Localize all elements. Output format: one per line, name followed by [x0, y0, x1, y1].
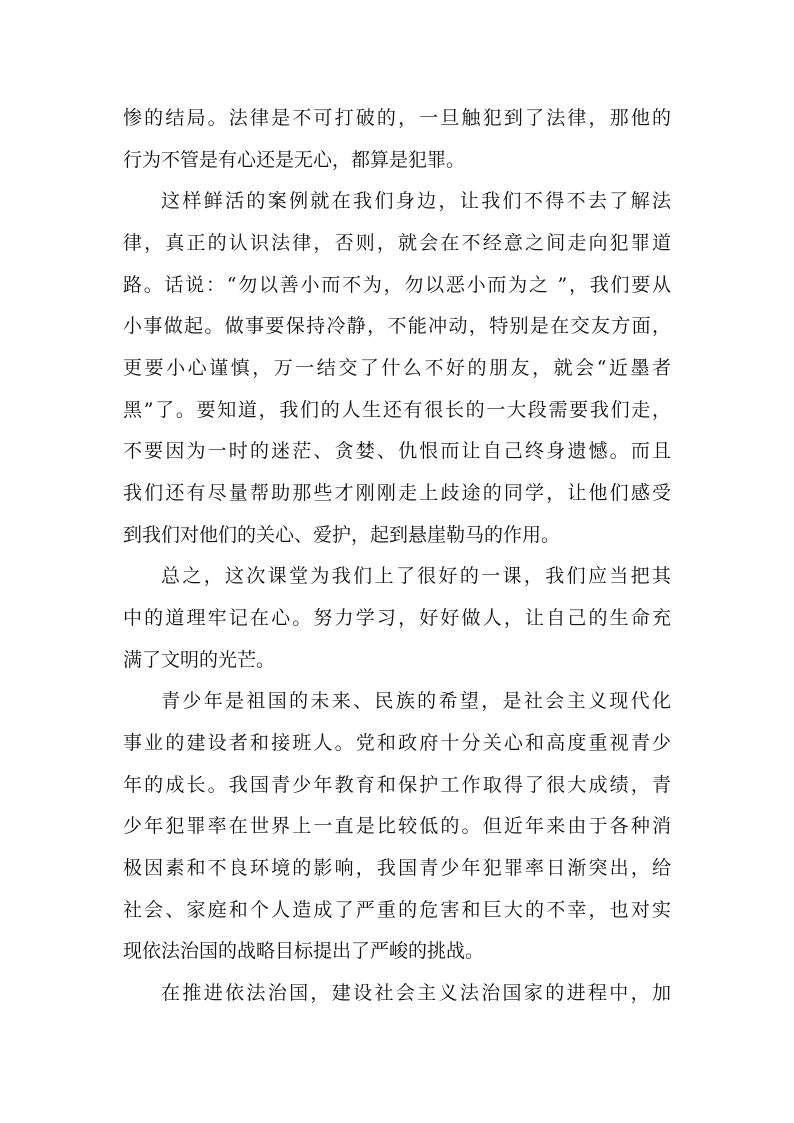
paragraph-2-line-4: 小事做起。做事要保持冷静，不能冲动，特别是在交友方面，	[123, 315, 671, 337]
paragraph-4-line-6: 社会、家庭和个人造成了严重的危害和巨大的不幸，也对实	[123, 899, 671, 921]
paragraph-4-line-4: 少年犯罪率在世界上一直是比较低的。但近年来由于各种消	[123, 815, 671, 837]
paragraph-5-line-1: 在推进依法治国，建设社会主义法治国家的进程中，加	[161, 982, 671, 1004]
paragraph-2-line-8: 我们还有尽量帮助那些才刚刚走上歧途的同学，让他们感受	[123, 482, 671, 504]
paragraph-3-line-1: 总之，这次课堂为我们上了很好的一课，我们应当把其	[161, 565, 671, 587]
paragraph-2-line-6: 黑”了。要知道，我们的人生还有很长的一大段需要我们走，	[123, 399, 671, 421]
paragraph-2-line-3: 路。话说：“勿以善小而不为，勿以恶小而为之 ”，我们要从	[123, 274, 671, 296]
paragraph-2-line-2: 律，真正的认识法律，否则，就会在不经意之间走向犯罪道	[123, 232, 671, 254]
paragraph-1-line-1: 惨的结局。法律是不可打破的，一旦触犯到了法律，那他的	[123, 107, 671, 129]
paragraph-3-line-2: 中的道理牢记在心。努力学习，好好做人，让自己的生命充	[123, 607, 671, 629]
paragraph-4-line-5: 极因素和不良环境的影响，我国青少年犯罪率日渐突出，给	[123, 857, 671, 879]
paragraph-1-line-2: 行为不管是有心还是无心，都算是犯罪。	[123, 149, 466, 171]
paragraph-2-line-1: 这样鲜活的案例就在我们身边，让我们不得不去了解法	[161, 190, 671, 212]
paragraph-4-line-2: 事业的建设者和接班人。党和政府十分关心和高度重视青少	[123, 732, 671, 754]
paragraph-4-line-7: 现依法治国的战略目标提出了严峻的挑战。	[123, 940, 485, 962]
paragraph-4-line-1: 青少年是祖国的未来、民族的希望，是社会主义现代化	[161, 690, 671, 712]
paragraph-3-line-3: 满了文明的光芒。	[123, 649, 276, 671]
paragraph-2-line-7: 不要因为一时的迷茫、贪婪、仇恨而让自己终身遗憾。而且	[123, 440, 671, 462]
paragraph-2-line-5: 更要小心谨慎，万一结交了什么不好的朋友，就会“近墨者	[123, 357, 671, 379]
paragraph-2-line-9: 到我们对他们的关心、爱护，起到悬崖勒马的作用。	[123, 524, 561, 546]
paragraph-4-line-3: 年的成长。我国青少年教育和保护工作取得了很大成绩，青	[123, 774, 671, 796]
